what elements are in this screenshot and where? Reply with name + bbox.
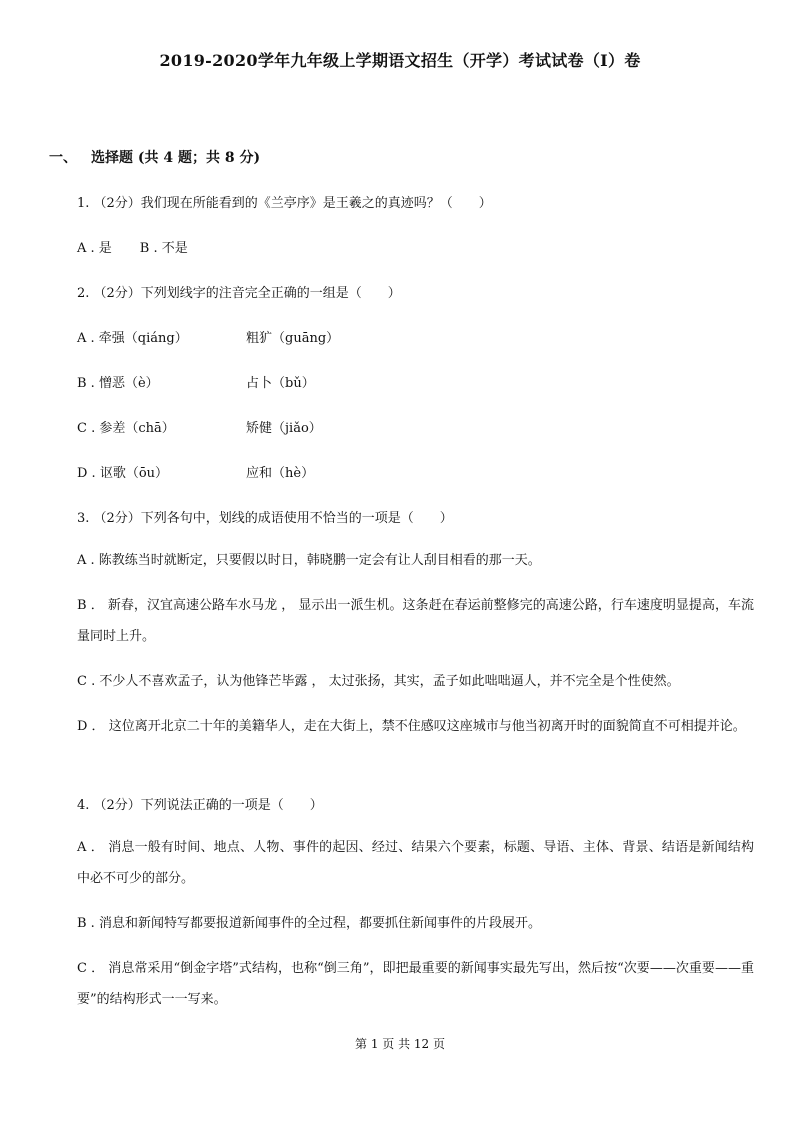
question-3-option-c: C . 不少人不喜欢孟子，认为他锋芒毕露 ， 太过张扬，其实，孟子如此咄咄逼人，并不完全是个性使然。: [77, 674, 680, 689]
section-heading: [49, 147, 260, 167]
question-4-option-b: B . 消息和新闻特写都要报道新闻事件的全过程，都要抓住新闻事件的片段展开。: [77, 916, 541, 931]
question-2-option-b: B . 憎恶（è）: [77, 376, 159, 391]
question-1-stem: 1. （2分）我们现在所能看到的《兰亭序》是王羲之的真迹吗？（ ）: [77, 196, 492, 211]
question-4-option-c: C ． 消息常采用“倒金字塔”式结构，也称“倒三角”，即把最重要的新闻事实最先写出，然后按“次要——次重要——重要”的结构形式一一写来。: [77, 961, 754, 1007]
question-3-option-a: A . 陈教练当时就断定，只要假以时日，韩晓鹏一定会有让人刮目相看的那一天。: [77, 553, 541, 568]
question-1-option-b: B . 不是: [139, 241, 188, 256]
question-2-option-a: A . 牵强（qiáng）: [77, 331, 188, 346]
question-3-option-d: D ． 这位离开北京二十年的美籍华人，走在大街上，禁不住感叹这座城市与他当初离开时的面貌简直不可相提并论。: [77, 719, 746, 734]
question-2-option-b-second: 占卜（bǔ）: [246, 376, 315, 391]
section-number: 一、: [49, 150, 77, 166]
question-2-option-d: D . 讴歌（ōu）: [77, 466, 169, 481]
question-2-option-c-second: 矫健（jiǎo）: [246, 421, 322, 436]
question-2-option-c: C . 参差（chā）: [77, 421, 175, 436]
question-4-stem: 4. （2分）下列说法正确的一项是（ ）: [77, 798, 323, 813]
question-4-option-a: A ． 消息一般有时间、地点、人物、事件的起因、经过、结果六个要素，标题、导语、主体、背景、结语是新闻结构中必不可少的部分。: [77, 840, 754, 886]
question-1-option-a: A . 是: [77, 241, 112, 256]
section-title: 选择题 (共 4 题；共 8 分): [91, 150, 261, 166]
page-footer: 第 1 页 共 12 页: [355, 1037, 445, 1051]
question-2-stem: 2. （2分）下列划线字的注音完全正确的一组是（ ）: [77, 286, 401, 301]
question-3-option-b: B ． 新春，汉宜高速公路车水马龙 ， 显示出一派生机。这条赶在春运前整修完的高速公路，行车速度明显提高，车流量同时上升。: [77, 598, 754, 644]
page-title: 2019-2020学年九年级上学期语文招生（开学）考试试卷（I）卷: [159, 51, 641, 70]
question-1-options: [77, 237, 188, 256]
question-2-option-d-second: 应和（hè）: [246, 466, 315, 481]
question-3-stem: 3. （2分）下列各句中，划线的成语使用不恰当的一项是（ ）: [77, 511, 453, 526]
question-2-option-a-second: 粗犷（guāng）: [246, 331, 340, 346]
